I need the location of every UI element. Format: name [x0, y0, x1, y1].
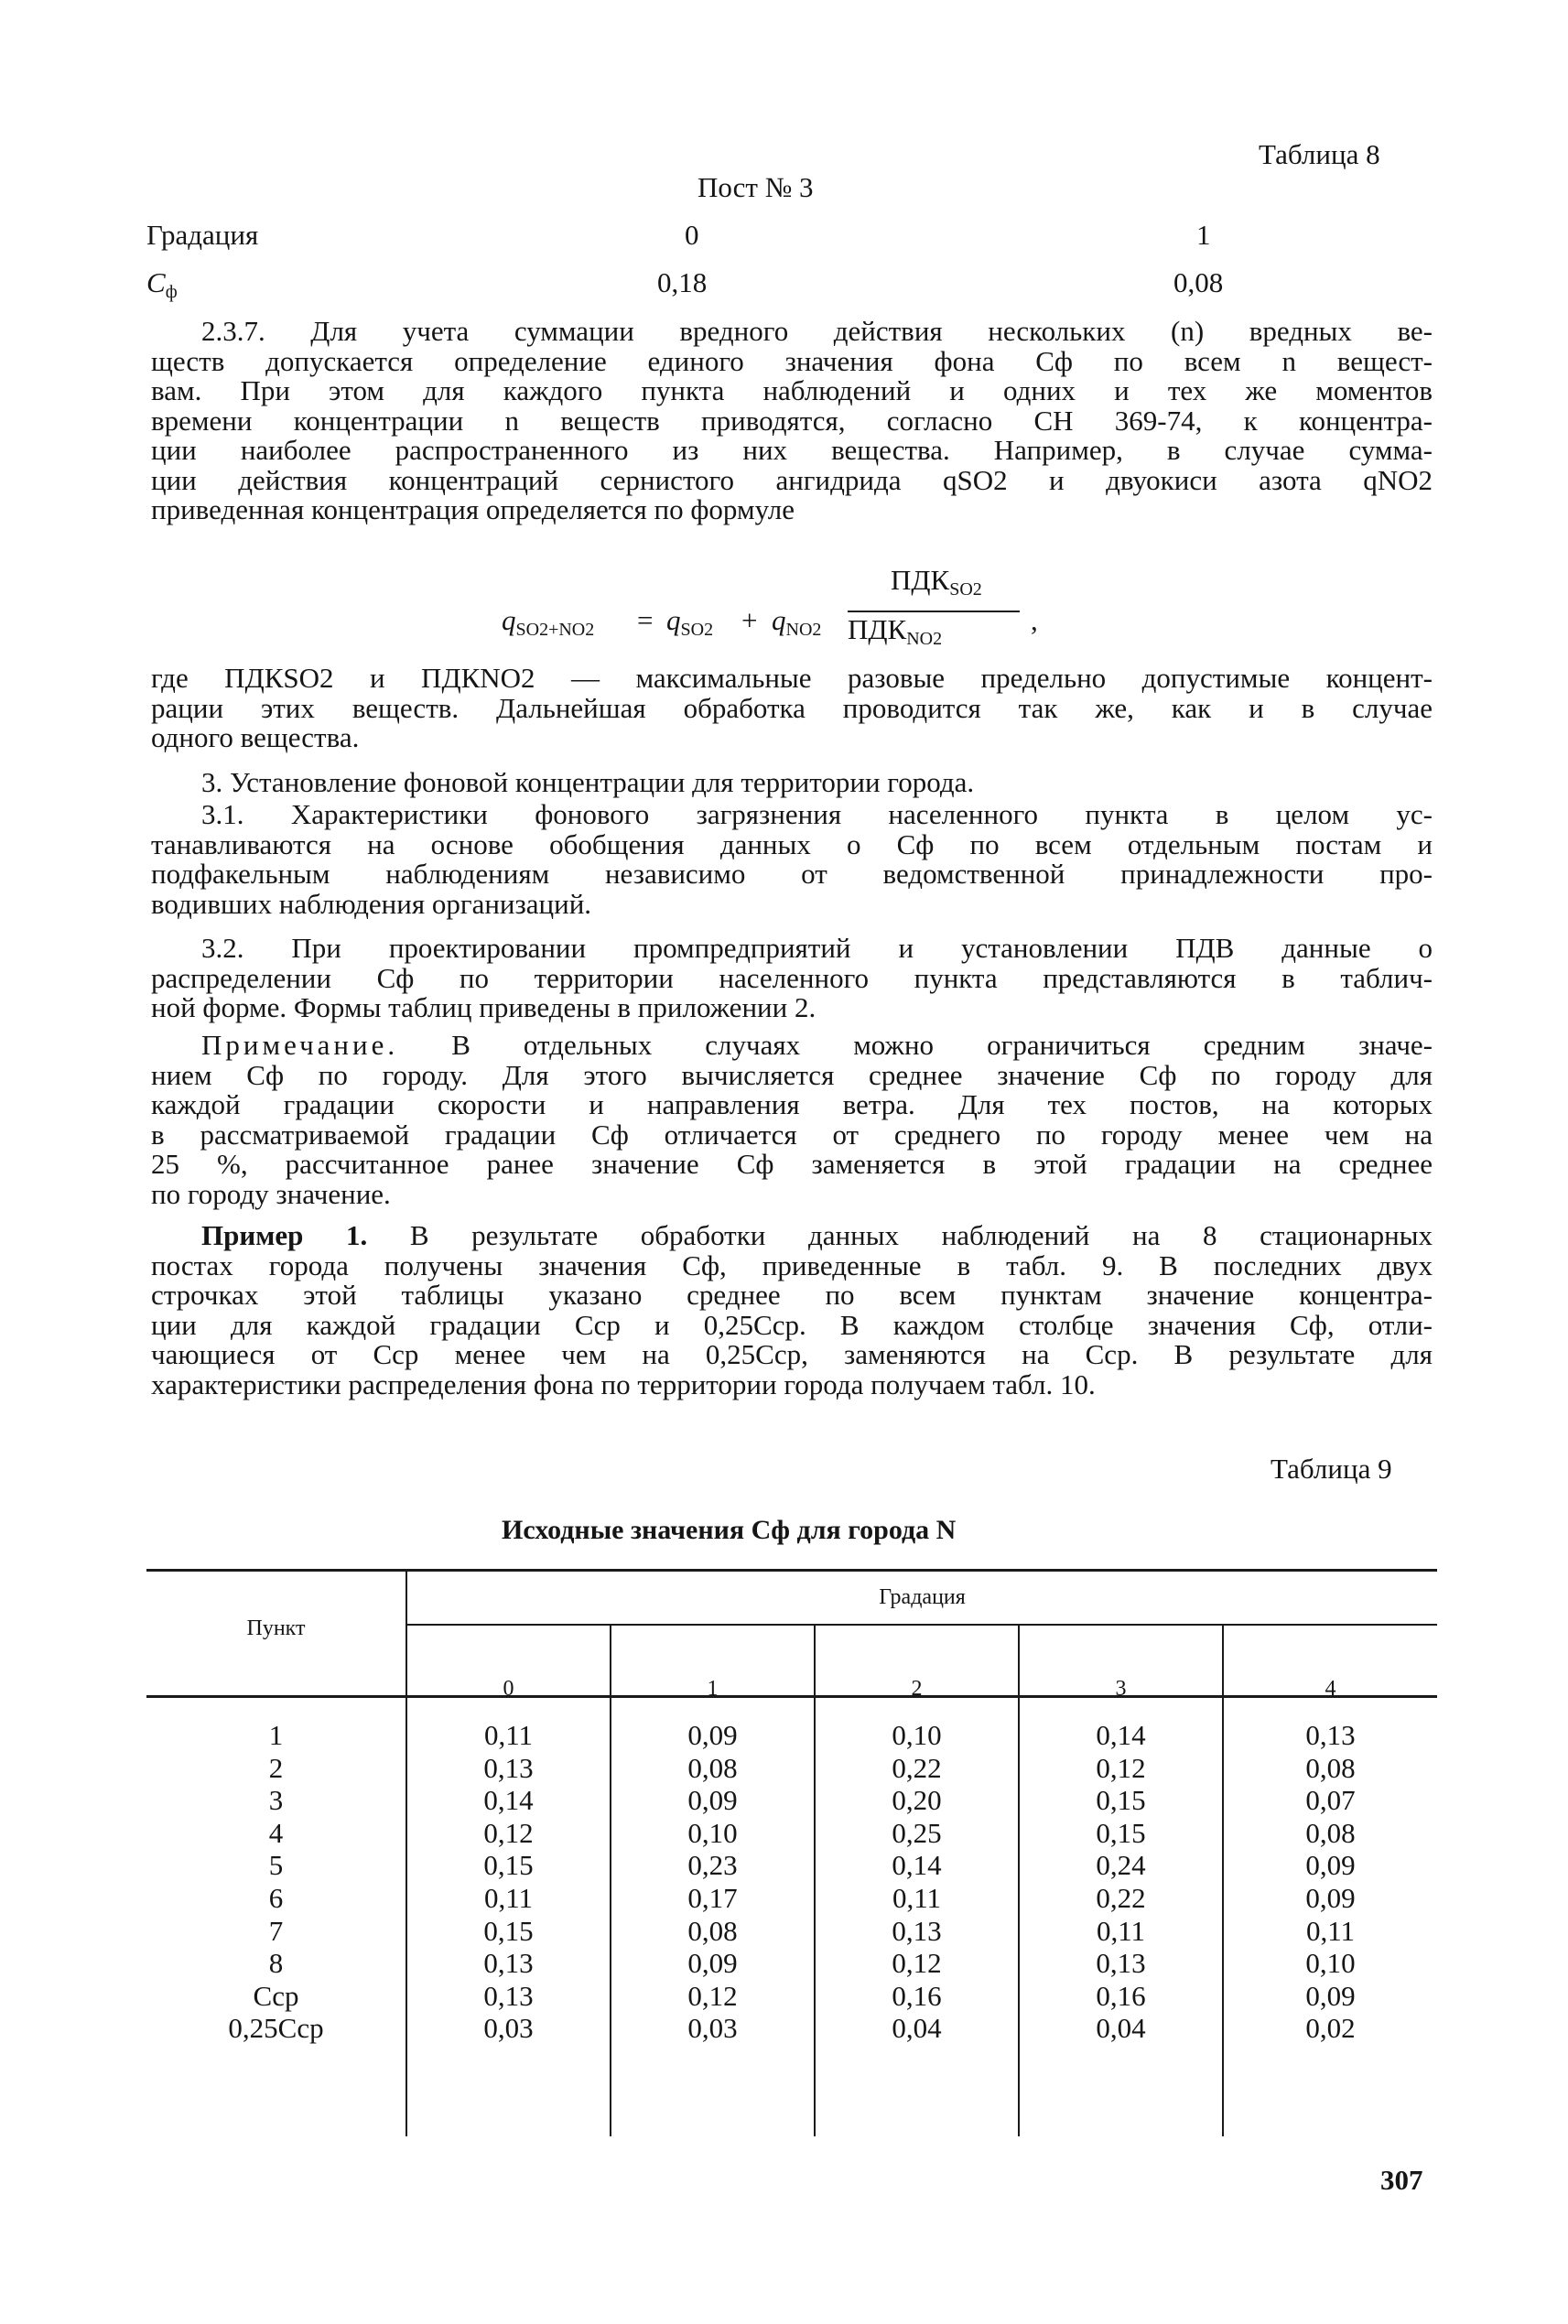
table-cell: 0,11	[483, 1719, 534, 1751]
row-label: 0,25Cср	[228, 2012, 324, 2045]
row-label: 3	[268, 1784, 284, 1817]
text-line: времени концентрации n веществ приводятся, согласно СН 369-74, к концентра-	[151, 404, 1433, 437]
text-line: ции действия концентраций сернистого ангидрида qSO2 и двуокиси азота qNO2	[151, 463, 1433, 496]
text-line: чающиеся от Cср менее чем на 0,25Cср, заменяются на Cср. В результате для	[151, 1338, 1433, 1370]
text-line: нием Cф по городу. Для этого вычисляется среднее значение Cф по городу для	[151, 1058, 1433, 1091]
formula-term2: $q_{NO2}$	[772, 604, 822, 640]
formula-lhs: $q_{SO2+NO2}$	[502, 604, 595, 640]
table-cell: 0,09	[687, 1784, 738, 1817]
table-cell: 0,04	[1096, 2012, 1146, 2045]
table8-gradation-label: Градация	[146, 219, 259, 251]
table-cell: 0,11	[892, 1882, 942, 1914]
table-cell: 0,13	[1305, 1719, 1356, 1751]
text-line: каждой градации скорости и направления ветра. Для тех постов, на которых	[151, 1088, 1433, 1120]
note-label: Примечание.	[201, 1029, 399, 1061]
text-line: подфакельным наблюдениям независимо от ведомственной принадлежности про-	[151, 858, 1433, 890]
table-cell: 0,14	[892, 1849, 942, 1882]
row-label: 7	[268, 1914, 284, 1947]
text-line: ции наиболее распространенного из них вещества. Например, в случае сумма-	[151, 434, 1433, 466]
text-line: характеристики распределения фона по территории города получаем табл. 10.	[151, 1367, 1096, 1400]
row-label: 5	[268, 1849, 284, 1882]
text-line: танавливаются на основе обобщения данных о Cф по всем отдельным постам и	[151, 827, 1433, 860]
table-cell: 0,12	[483, 1816, 534, 1849]
row-label: 1	[268, 1719, 284, 1751]
text-line: ной форме. Формы таблиц приведены в приложении 2.	[151, 991, 816, 1023]
section-3-heading: 3. Установление фоновой концентрации для территории города.	[201, 766, 975, 798]
table-cell: 0,03	[483, 2012, 534, 2045]
text-line: 3.2. При проектировании промпредприятий и установлении ПДВ данные о	[201, 932, 1433, 964]
table-cell: 0,08	[1305, 1751, 1356, 1784]
table-cell: 0,25	[892, 1816, 942, 1849]
fraction-bar	[848, 611, 1020, 612]
table-cell: 0,08	[687, 1751, 738, 1784]
example-label: Пример 1.	[201, 1219, 368, 1251]
text-line: Пример 1. В результате обработки данных наблюдений на 8 стационарных	[201, 1219, 1433, 1251]
table-cell: 0,12	[1096, 1751, 1146, 1784]
table-cell: 0,02	[1305, 2012, 1356, 2045]
col-header-point: Пункт	[246, 1616, 306, 1640]
table9-caption: Таблица 9	[1271, 1453, 1392, 1485]
formula-term1: $q_{SO2}$	[666, 604, 714, 640]
table-cell: 0,08	[1305, 1816, 1356, 1849]
section-3-1	[151, 800, 1433, 919]
text-line: в рассматриваемой градации Cф отличается от среднего по городу менее чем на	[151, 1118, 1433, 1151]
table-cell: 0,22	[892, 1751, 942, 1784]
table-cell: 0,07	[1305, 1784, 1356, 1817]
table-cell: 0,08	[687, 1914, 738, 1947]
text-line: по городу значение.	[151, 1177, 391, 1210]
table-cell: 0,09	[1305, 1882, 1356, 1914]
table-cell: 0,13	[483, 1751, 534, 1784]
text-line: ции для каждой градации Cср и 0,25Cср. В каждом столбце значения Cф, отли-	[151, 1308, 1433, 1341]
table-cell: 0,13	[483, 1979, 534, 2012]
text-line: 25 %, рассчитанное ранее значение Cф заменяется в этой градации на среднее	[151, 1148, 1433, 1180]
text-line: рации этих веществ. Дальнейшая обработка проводится так же, как и в случае	[151, 691, 1433, 724]
table-cell: 0,24	[1096, 1849, 1146, 1882]
table-cell: 0,11	[1305, 1914, 1356, 1947]
formula-equals: =	[637, 604, 654, 636]
table8-value-1: 0,08	[1173, 266, 1224, 298]
row-label: 8	[268, 1947, 284, 1980]
table-cell: 0,03	[687, 2012, 738, 2045]
table9-title: Исходные значения Cф для города N	[502, 1515, 957, 1545]
text-line: 2.3.7. Для учета суммации вредного действия нескольких (n) вредных ве-	[201, 315, 1433, 347]
text-line: постах города получены значения Cф, приведенные в табл. 9. В последних двух	[151, 1248, 1433, 1281]
table-cell: 0,17	[687, 1882, 738, 1914]
formula-numerator: $ПДК_{SO2}$	[891, 564, 982, 600]
table8-caption: Таблица 8	[1259, 138, 1380, 170]
text-line: распределении Cф по территории населенного пункта представляются в таблич-	[151, 961, 1433, 994]
table-cell: 0,09	[687, 1947, 738, 1980]
formula-trailing-comma: ,	[1031, 604, 1038, 636]
table-cell: 0,09	[1305, 1979, 1356, 2012]
table-cell: 0,09	[1305, 1849, 1356, 1882]
text-line: строчках этой таблицы указано среднее по всем пунктам значение концентра-	[151, 1279, 1433, 1311]
table-cell: 0,12	[687, 1979, 738, 2012]
table-gradation-rule	[407, 1624, 1437, 1626]
col-header-gradation-0: 0	[503, 1677, 514, 1701]
section-3-2	[151, 934, 1433, 1023]
table-cell: 0,04	[892, 2012, 942, 2045]
text-line: приведенная концентрация определяется по формуле	[151, 493, 795, 525]
row-label: 6	[268, 1882, 284, 1914]
table-cell: 0,15	[483, 1914, 534, 1947]
table-cell: 0,13	[892, 1914, 942, 1947]
col-header-gradation-1: 1	[707, 1677, 719, 1701]
formula-explanation	[151, 664, 1433, 753]
note	[151, 1031, 1433, 1209]
table-cell: 0,20	[892, 1784, 942, 1817]
text-line: где ПДКSO2 и ПДКNO2 — максимальные разовые предельно допустимые концент-	[151, 662, 1433, 694]
table-cell: 0,16	[892, 1979, 942, 2012]
col-header-gradation-3: 3	[1115, 1677, 1127, 1701]
formula-plus: +	[741, 604, 758, 636]
example-1	[151, 1221, 1433, 1400]
table-cell: 0,23	[687, 1849, 738, 1882]
table-cell: 0,14	[1096, 1719, 1146, 1751]
col-header-gradation-4: 4	[1325, 1677, 1336, 1701]
table-cell: 0,14	[483, 1784, 534, 1817]
text-line: одного вещества.	[151, 721, 360, 753]
table-cell: 0,10	[687, 1816, 738, 1849]
table-top-rule	[146, 1569, 1437, 1572]
table-cell: 0,22	[1096, 1882, 1146, 1914]
row-label: 2	[268, 1751, 284, 1784]
table8-gradation-0: 0	[685, 219, 699, 251]
text-line: водивших наблюдения организаций.	[151, 887, 592, 920]
table-cell: 0,11	[483, 1882, 534, 1914]
formula-denominator: $ПДК_{NO2}$	[848, 613, 943, 649]
col-header-gradation-2: 2	[911, 1677, 923, 1701]
table-cell: 0,11	[1096, 1914, 1146, 1947]
table-cell: 0,16	[1096, 1979, 1146, 2012]
row-label: 4	[268, 1816, 284, 1849]
table-cell: 0,10	[1305, 1947, 1356, 1980]
table-cell: 0,12	[892, 1947, 942, 1980]
table-cell: 0,15	[483, 1849, 534, 1882]
text-line: вам. При этом для каждого пункта наблюдений и одних и тех же моментов	[151, 374, 1433, 406]
table-cell: 0,13	[483, 1947, 534, 1980]
section-2-3-7	[151, 317, 1433, 525]
table9	[146, 1569, 1437, 2136]
text-line: 3.1. Характеристики фонового загрязнения населенного пункта в целом ус-	[201, 798, 1433, 830]
table-cell: 0,15	[1096, 1784, 1146, 1817]
table8-gradation-1: 1	[1196, 219, 1211, 251]
table8-value-0: 0,18	[657, 266, 708, 298]
col-header-gradation: Градация	[879, 1585, 966, 1609]
row-label: Cср	[253, 1979, 299, 2012]
formula	[502, 554, 1069, 654]
table-cell: 0,13	[1096, 1947, 1146, 1980]
table-cell: 0,15	[1096, 1816, 1146, 1849]
table8-title: Пост № 3	[697, 171, 814, 203]
table8-value-label: $C_ф$	[146, 266, 178, 302]
page-number: 307	[1380, 2164, 1423, 2196]
text-line: Примечание. В отдельных случаях можно ограничиться средним значе-	[201, 1029, 1433, 1061]
table-cell: 0,10	[892, 1719, 942, 1751]
table-cell: 0,09	[687, 1719, 738, 1751]
text-line: ществ допускается определение единого значения фона Cф по всем n вещест-	[151, 344, 1433, 377]
